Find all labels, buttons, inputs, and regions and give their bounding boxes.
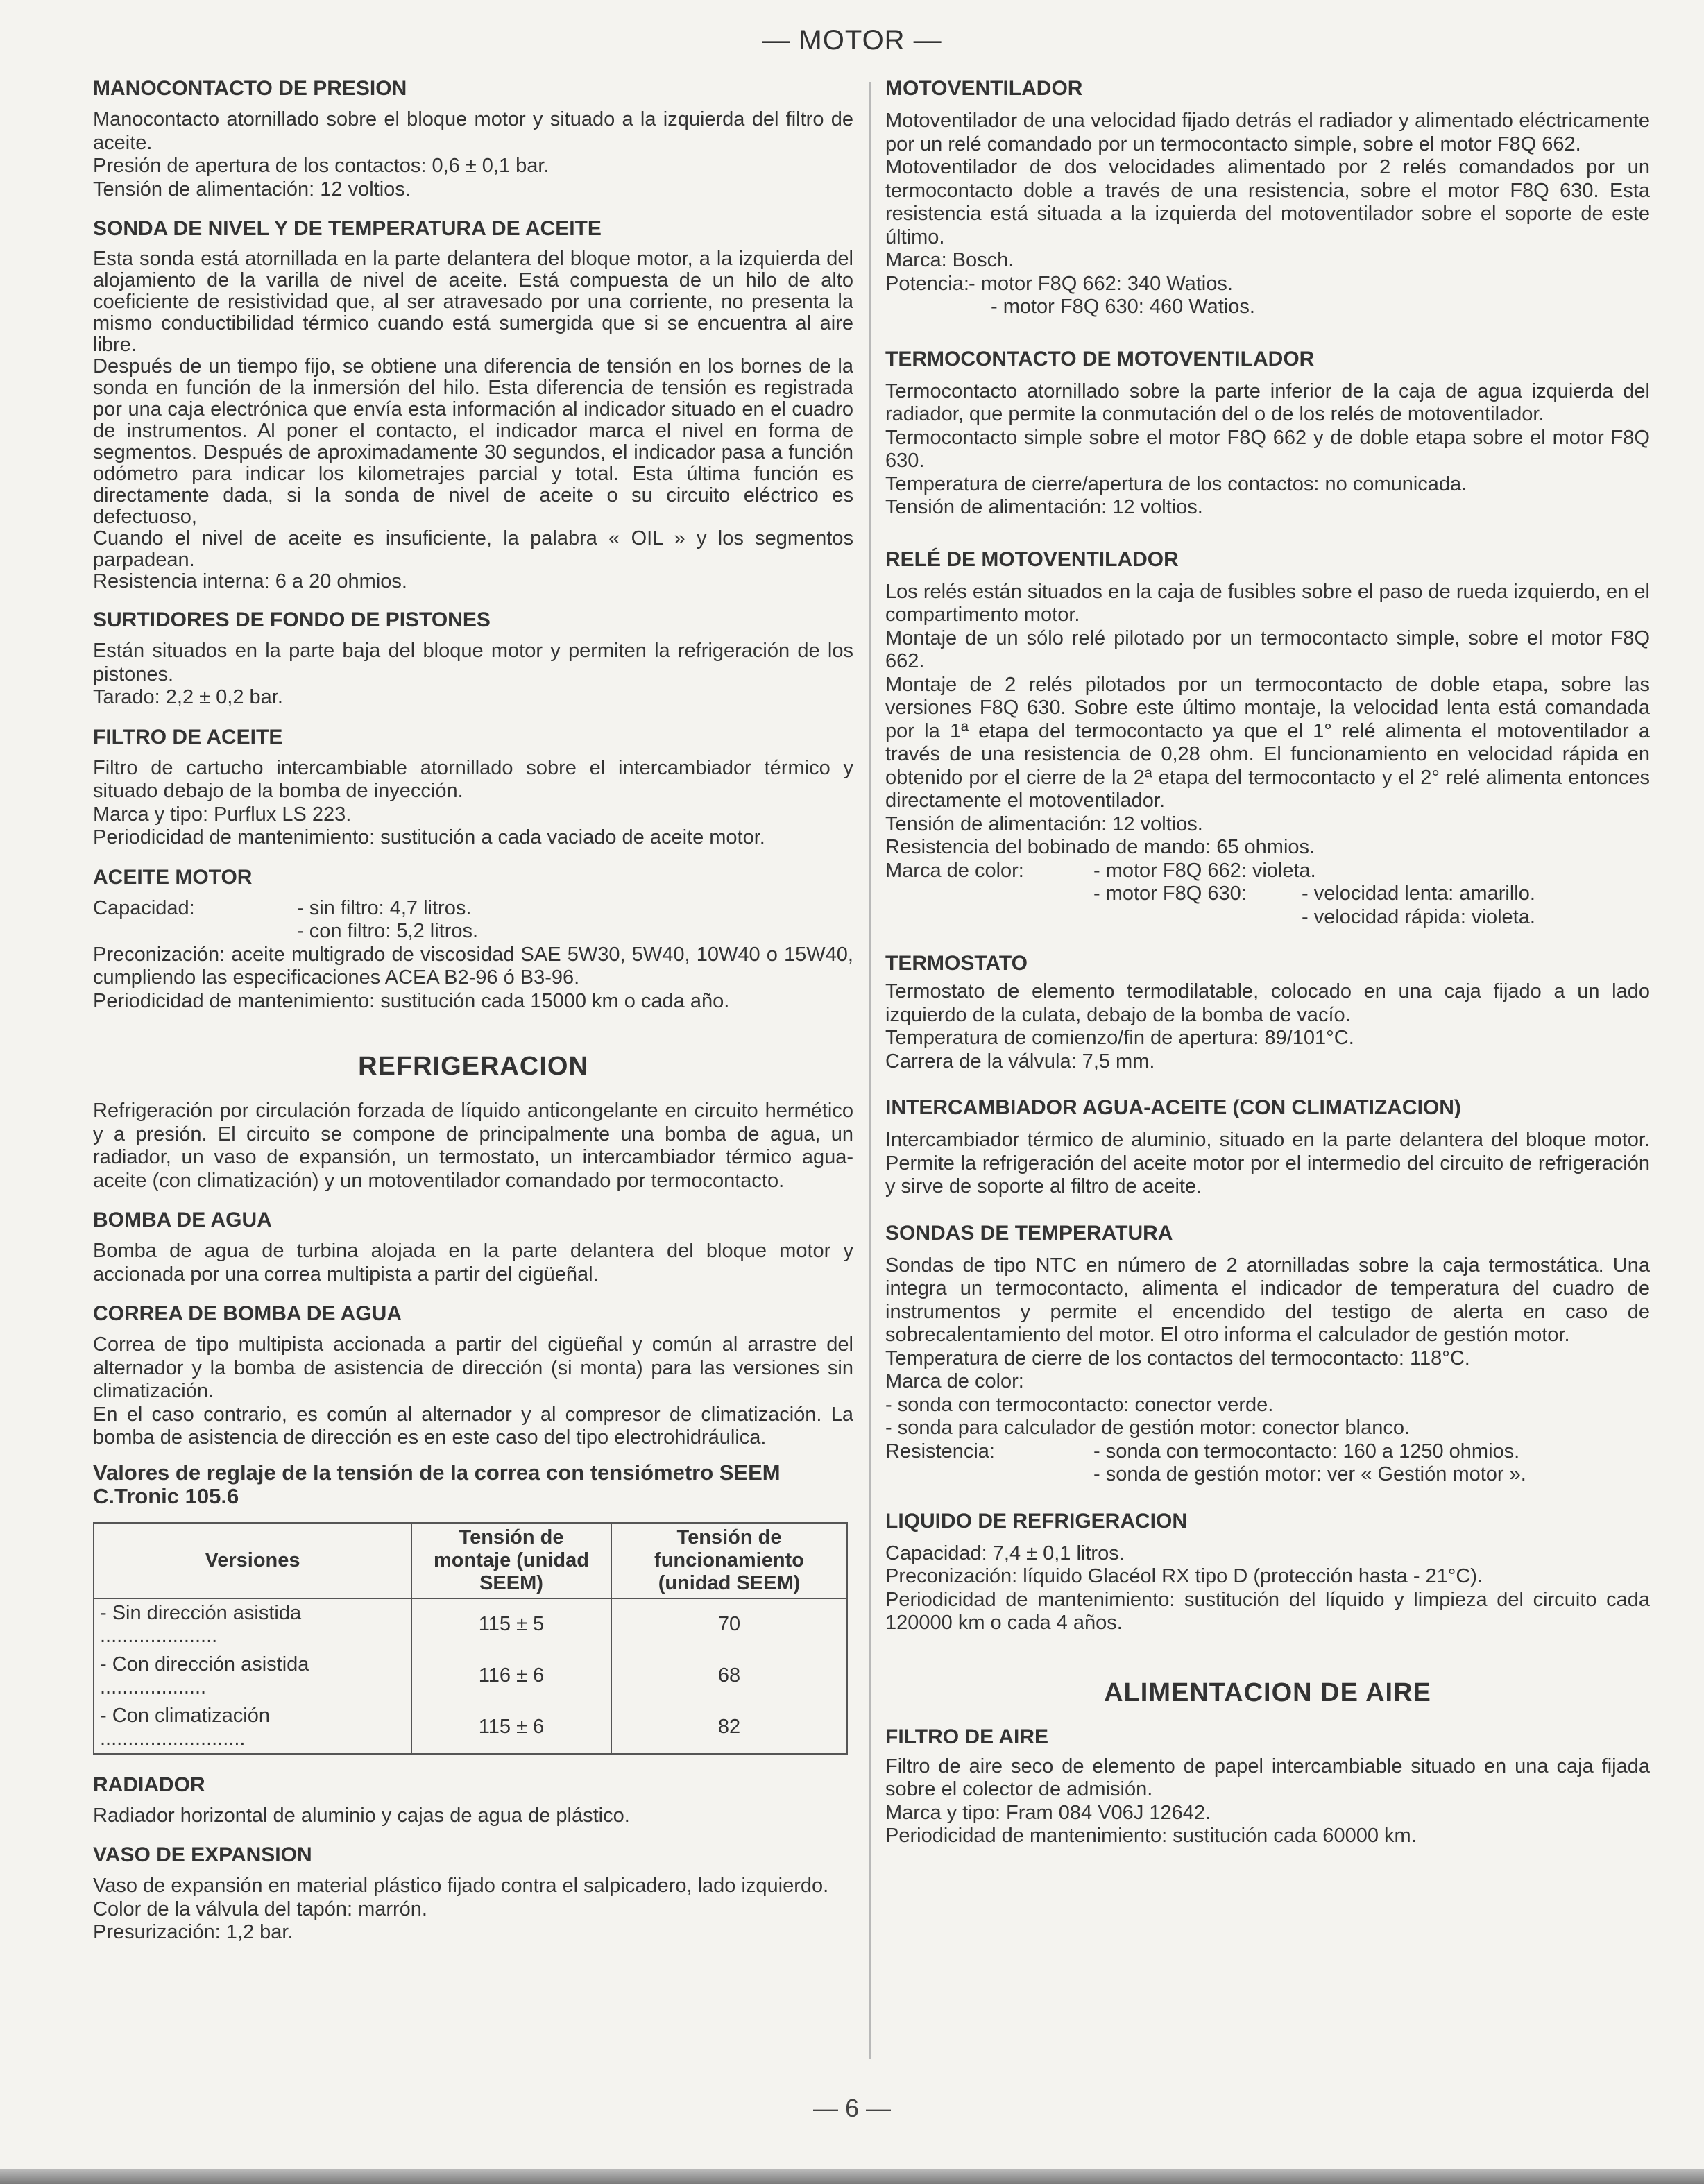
valores-title: Valores de reglaje de la tensión de la correa con tensiómetro SEEM C.Tronic 105.6 [93, 1460, 781, 1508]
potencia-row [885, 273, 1650, 296]
table-cell: 70 [611, 1598, 847, 1650]
section-bomba [93, 1208, 853, 1286]
paragraph: Manocontacto atornillado sobre el bloque motor y situado a la izquierda del filtro de aceite. [93, 108, 853, 154]
section-title: TERMOCONTACTO DE MOTOVENTILADOR [885, 347, 1315, 370]
paragraph: Motoventilador de dos velocidades alimentado por 2 relés comandados por un termocontacto doble a través de una resistencia, sobre el motor F8Q 630. Esta resistencia está situada a la izquierda del motoventilador sobre el soporte de este último. [885, 156, 1650, 248]
table-cell: - Con dirección asistida ................... [94, 1650, 411, 1702]
table-row [94, 1702, 847, 1754]
section-filtro-aire [885, 1725, 1650, 1848]
resistencia-label: Resistencia: [885, 1440, 995, 1462]
table-header: Tensión de funcionamiento (unidad SEEM) [611, 1523, 847, 1598]
paragraph: Esta sonda está atornillada en la parte delantera del bloque motor, a la izquierda del alojamiento de la varilla de nivel de aceite. Está compuesta de un hilo de alto coeficiente de resistividad que, al ser atravesado por una corriente, no presenta la mismo conductibilidad térmico cuando está sumergida que si se encuentra al aire libre. [93, 248, 853, 356]
capacidad-value: - con filtro: 5,2 litros. [297, 920, 479, 942]
paragraph: Presión de apertura de los contactos: 0,6 ± 0,1 bar. [93, 155, 549, 177]
section-filtro-aceite [93, 725, 853, 850]
section-title: BOMBA DE AGUA [93, 1209, 272, 1231]
paragraph: Presurización: 1,2 bar. [93, 1921, 293, 1943]
paragraph: Correa de tipo multipista accionada a partir del cigüeñal y común al arrastre del alternador y la bomba de asistencia de dirección (si monta) para las versiones sin climatización. [93, 1333, 853, 1402]
resistencia-value: - sonda de gestión motor: ver « Gestión motor ». [1093, 1463, 1526, 1485]
section-correa [93, 1302, 853, 1450]
refrigeracion-heading: REFRIGERACION [358, 1052, 588, 1081]
paragraph: Tarado: 2,2 ± 0,2 bar. [93, 686, 283, 708]
paragraph: Temperatura de cierre de los contactos del termocontacto: 118°C. [885, 1347, 1470, 1370]
paragraph: Refrigeración por circulación forzada de líquido anticongelante en circuito hermético y a presión. El circuito se compone de principalmente una bomba de agua, un radiador, un vaso de expansión, un termostato, un intercambiador térmico agua-aceite (con climatización) y un motoventilador comandado por termocontacto. [93, 1100, 853, 1192]
left-column [93, 76, 853, 1945]
paragraph: Después de un tiempo fijo, se obtiene una diferencia de tensión en los bornes de la sonda en función de la inmersión del hilo. Esta diferencia de tensión es registrada por una caja electrónica que envía esta información al indicador situado en el cuadro de instrumentos. Al poner el contacto, el indicador marca el nivel en forma de segmentos. Después de aproximadamente 30 segundos, el indicador pasa a función odómetro para indicar los kilometrajes parcial y total. Esta última función es directamente dada, si la sonda de nivel de aceite o su circuito eléctrico es defectuoso, [93, 355, 853, 528]
section-termostato [885, 951, 1650, 1073]
paragraph: Los relés están situados en la caja de fusibles sobre el paso de rueda izquierdo, en el compartimento motor. [885, 580, 1650, 626]
paragraph: Marca y tipo: Fram 084 V06J 12642. [885, 1801, 1211, 1824]
paragraph: Montaje de 2 relés pilotados por un termocontacto de doble etapa, sobre las versiones F8Q 630. Sobre este último montaje, la velocidad lenta está comandada por la 1ª etapa del termocontacto ya que el 1° relé alimenta el motoventilador a través de una resistencia de 0,28 ohm. El funcionamiento en velocidad rápida en obtenido por el cierre de la 2ª etapa del termocontacto y el 2° relé alimenta entonces directamente el motoventilador. [885, 673, 1650, 812]
table-header: Versiones [94, 1523, 411, 1598]
paragraph: Periodicidad de mantenimiento: sustitución cada 60000 km. [885, 1825, 1417, 1847]
marca-row [885, 860, 1650, 883]
paragraph: Resistencia del bobinado de mando: 65 ohmios. [885, 836, 1315, 858]
paragraph: Temperatura de cierre/apertura de los contactos: no comunicada. [885, 472, 1467, 495]
section-title: LIQUIDO DE REFRIGERACION [885, 1509, 1188, 1533]
right-column [885, 76, 1650, 1848]
paragraph: Vaso de expansión en material plástico fijado contra el salpicadero, lado izquierdo. [93, 1875, 829, 1897]
marca-row [885, 882, 1650, 906]
table-row [94, 1650, 847, 1702]
paragraph: Periodicidad de mantenimiento: sustitución del líquido y limpieza del circuito cada 120000 km o cada 4 años. [885, 1588, 1650, 1634]
paragraph: Termocontacto atornillado sobre la parte inferior de la caja de agua izquierda del radiador, que permite la conmutación del o de los relés de motoventilador. [885, 379, 1650, 425]
potencia-value: - motor F8Q 662: 340 Watios. [969, 272, 1233, 295]
table-cell: - Con climatización .......................... [94, 1702, 411, 1754]
section-title: MANOCONTACTO DE PRESION [93, 77, 407, 100]
marca-label: Marca de color: [885, 859, 1024, 882]
table-cell: - Sin dirección asistida ..................... [94, 1598, 411, 1650]
section-radiador [93, 1773, 853, 1828]
resistencia-row [885, 1463, 1650, 1487]
paragraph: En el caso contrario, es común al alternador y al compresor de climatización. La bomba de asistencia de dirección es en este caso del tipo electrohidráulica. [93, 1403, 853, 1449]
table-row [94, 1598, 847, 1650]
section-title: RELÉ DE MOTOVENTILADOR [885, 547, 1179, 571]
section-aceite-motor [93, 865, 853, 1014]
section-title: SONDAS DE TEMPERATURA [885, 1221, 1173, 1245]
page-header: — MOTOR — [762, 25, 942, 56]
paragraph: Filtro de cartucho intercambiable atornillado sobre el intercambiador térmico y situado debajo de la bomba de inyección. [93, 756, 853, 802]
section-title: FILTRO DE ACEITE [93, 725, 283, 749]
paragraph: - sonda con termocontacto: conector verde. [885, 1393, 1274, 1416]
paragraph: Preconización: aceite multigrado de viscosidad SAE 5W30, 5W40, 10W40 o 15W40, cumpliendo las especificaciones ACEA B2-96 ó B3-96. [93, 943, 853, 989]
paragraph: Bomba de agua de turbina alojada en la parte delantera del bloque motor y accionada por una correa multipista a partir del cigüeñal. [93, 1240, 853, 1286]
marca-value: - velocidad rápida: violeta. [1302, 905, 1535, 928]
table-cell: 115 ± 5 [411, 1598, 611, 1650]
marca-row [885, 906, 1650, 930]
table-cell: 116 ± 6 [411, 1650, 611, 1702]
table-header-row [94, 1523, 847, 1598]
section-intercambiador [885, 1095, 1650, 1199]
table-cell: 115 ± 6 [411, 1702, 611, 1754]
paragraph: Motoventilador de una velocidad fijado detrás el radiador y alimentado eléctricamente por un relé comandado por un termocontacto simple, sobre el motor F8Q 662. [885, 110, 1650, 155]
paragraph: Tensión de alimentación: 12 voltios. [885, 812, 1203, 835]
section-vaso [93, 1843, 853, 1945]
potencia-label: Potencia: [885, 272, 969, 295]
section-refrigeracion-intro [93, 1100, 853, 1193]
paragraph: Sondas de tipo NTC en número de 2 atornilladas sobre la caja termostática. Una integra un termocontacto, alimenta el indicador de temperatura del cuadro de instrumentos y permite el encendido del testigo de alerta en caso de sobrecalentamiento del motor. El otro informa el calculador de gestión motor. [885, 1254, 1650, 1346]
section-title: RADIADOR [93, 1773, 205, 1796]
resistencia-value: - sonda con termocontacto: 160 a 1250 ohmios. [1093, 1440, 1520, 1462]
capacidad-value: - sin filtro: 4,7 litros. [297, 896, 472, 919]
paragraph: Termocontacto simple sobre el motor F8Q 662 y de doble etapa sobre el motor F8Q 630. [885, 426, 1650, 472]
section-surtidores [93, 608, 853, 710]
paragraph: Radiador horizontal de aluminio y cajas de agua de plástico. [93, 1804, 630, 1827]
paragraph: Marca: Bosch. [885, 249, 1014, 271]
paragraph: Intercambiador térmico de aluminio, situado en la parte delantera del bloque motor. Permite la refrigeración del aceite motor por el intermedio del circuito de refrigeración y sirve de soporte al filtro de aceite. [885, 1129, 1650, 1197]
section-title: SURTIDORES DE FONDO DE PISTONES [93, 608, 491, 631]
marca-value: - velocidad lenta: amarillo. [1302, 882, 1535, 905]
table-cell: 82 [611, 1702, 847, 1754]
section-title: ACEITE MOTOR [93, 865, 253, 889]
paragraph: Cuando el nivel de aceite es insuficiente, la palabra « OIL » y los segmentos parpadean. [93, 527, 853, 571]
paragraph: Carrera de la válvula: 7,5 mm. [885, 1050, 1155, 1073]
section-termocontacto [885, 347, 1650, 520]
resistencia-row [885, 1440, 1650, 1464]
section-sondas [885, 1221, 1650, 1487]
marca-value: - motor F8Q 662: violeta. [1093, 859, 1316, 882]
paragraph: Montaje de un sólo relé pilotado por un termocontacto simple, sobre el motor F8Q 662. [885, 626, 1650, 672]
capacidad-row [93, 920, 853, 944]
paragraph: Periodicidad de mantenimiento: sustitución a cada vaciado de aceite motor. [93, 826, 765, 848]
section-title: VASO DE EXPANSION [93, 1843, 312, 1866]
marca-value: - motor F8Q 630: [1093, 882, 1247, 905]
page-number: — 6 — [812, 2094, 892, 2122]
alimentacion-heading: ALIMENTACION DE AIRE [1104, 1678, 1431, 1707]
paragraph: Temperatura de comienzo/fin de apertura: 89/101°C. [885, 1027, 1354, 1049]
paragraph: Periodicidad de mantenimiento: sustitución cada 15000 km o cada año. [93, 989, 730, 1012]
section-title: MOTOVENTILADOR [885, 77, 1083, 100]
capacidad-label: Capacidad: [93, 896, 195, 919]
potencia-value: - motor F8Q 630: 460 Watios. [991, 296, 1255, 318]
paragraph: Resistencia interna: 6 a 20 ohmios. [93, 570, 407, 592]
column-divider [869, 82, 871, 2059]
table-header: Tensión de montaje (unidad SEEM) [411, 1523, 611, 1598]
section-title: INTERCAMBIADOR AGUA-ACEITE (CON CLIMATIZACION) [885, 1096, 1461, 1119]
section-title: TERMOSTATO [885, 952, 1028, 975]
paragraph: - sonda para calculador de gestión motor: conector blanco. [885, 1417, 1411, 1439]
scan-edge-shadow [0, 2169, 1704, 2184]
paragraph: Capacidad: 7,4 ± 0,1 litros. [885, 1542, 1125, 1564]
potencia-row [885, 296, 1650, 319]
paragraph: Marca de color: [885, 1370, 1024, 1392]
paragraph: Preconización: líquido Glacéol RX tipo D (protección hasta - 21°C). [885, 1565, 1483, 1587]
section-title: FILTRO DE AIRE [885, 1725, 1048, 1748]
section-motoventilador [885, 76, 1650, 319]
paragraph: Termostato de elemento termodilatable, colocado en una caja fijado a un lado izquierdo de la culata, debajo de la bomba de vacío. [885, 980, 1650, 1026]
section-liquido [885, 1509, 1650, 1635]
paragraph: Color de la válvula del tapón: marrón. [93, 1897, 427, 1920]
section-title: CORREA DE BOMBA DE AGUA [93, 1302, 402, 1325]
section-sonda [93, 216, 853, 592]
paragraph: Marca y tipo: Purflux LS 223. [93, 803, 352, 826]
capacidad-row [93, 897, 853, 921]
paragraph: Tensión de alimentación: 12 voltios. [885, 496, 1203, 518]
paragraph: Están situados en la parte baja del bloque motor y permiten la refrigeración de los pistones. [93, 640, 853, 685]
paragraph: Filtro de aire seco de elemento de papel intercambiable situado en una caja fijada sobre el colector de admisión. [885, 1755, 1650, 1800]
section-rele [885, 547, 1650, 930]
section-title: SONDA DE NIVEL Y DE TEMPERATURA DE ACEITE [93, 217, 602, 240]
table-cell: 68 [611, 1650, 847, 1702]
paragraph: Tensión de alimentación: 12 voltios. [93, 178, 411, 201]
tension-table [93, 1522, 848, 1755]
section-manocontacto [93, 76, 853, 201]
